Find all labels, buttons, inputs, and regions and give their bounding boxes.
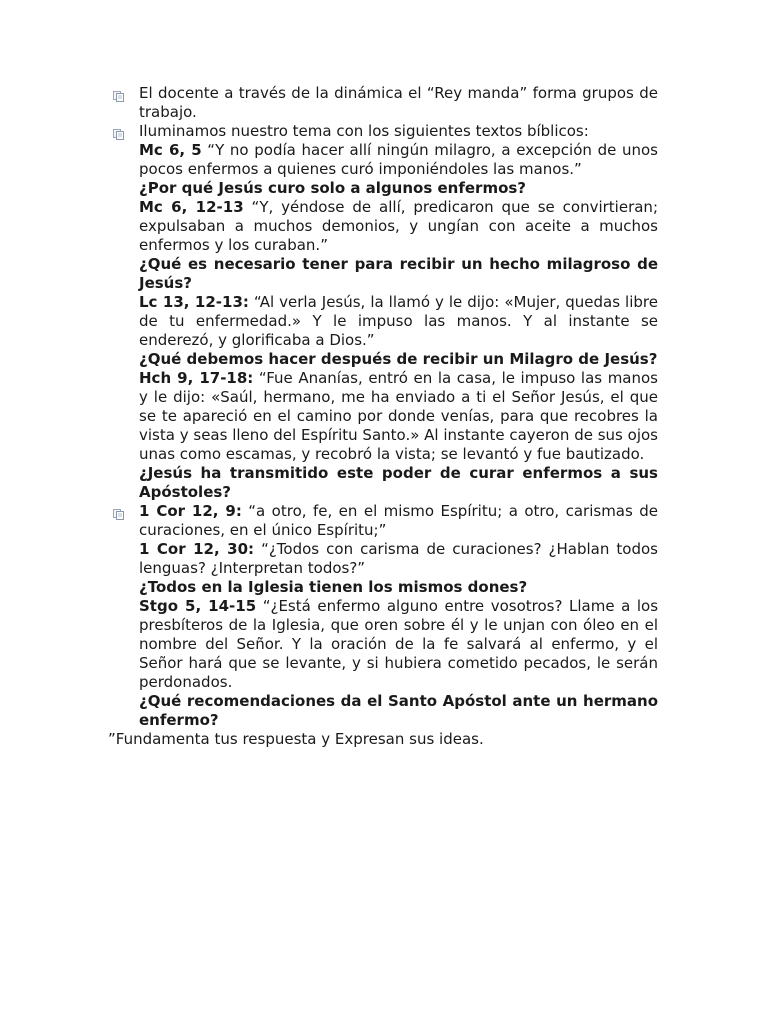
closing-text: ”Fundamenta tus respuesta y Expresan sus ideas. [108, 730, 484, 748]
question-text: ¿Qué debemos hacer después de recibir un Milagro de Jesús? [139, 350, 658, 368]
verse-text: “a otro, fe, en el mismo Espíritu; a otro, carismas de curaciones, en el único Espíritu;” [139, 502, 659, 539]
verse-text: “Fue Ananías, entró en la casa, le impuso las manos y le dijo: «Saúl, hermano, me ha enviado a ti el Señor Jesús, el que se te apareció en el camino por donde venías, para que recobres la vista y seas lleno del Espíritu Santo.» Al instante cayeron de sus ojos unas como escamas, y recobró la vista; se levantó y fue bautizado. [139, 369, 658, 463]
verse-reference: 1 Cor 12, 9: [139, 502, 242, 520]
verse-text: “Y no podía hacer allí ningún milagro, a excepción de unos pocos enfermos a quienes curó imponiéndoles las manos.” [139, 141, 658, 178]
document-body [0, 84, 768, 749]
verse-paragraph [139, 540, 658, 578]
question-4 [139, 464, 658, 502]
verse-reference: Mc 6, 5 [139, 141, 202, 159]
verse-paragraph [139, 502, 658, 540]
question-text: ¿Por qué Jesús curo solo a algunos enfermos? [139, 179, 527, 197]
question-text: ¿Jesús ha transmitido este poder de curar enfermos a sus Apóstoles? [139, 464, 658, 501]
question-text: ¿Qué es necesario tener para recibir un hecho milagroso de Jesús? [139, 255, 658, 292]
paragraph-text: El docente a través de la dinámica el “Rey manda” forma grupos de trabajo. [139, 84, 658, 121]
verse-text: “¿Todos con carisma de curaciones? ¿Hablan todos lenguas? ¿Interpretan todos?” [139, 540, 658, 577]
verse-mc-6-12 [139, 198, 658, 255]
question-6 [139, 692, 658, 730]
verse-text: “Y, yéndose de allí, predicaron que se convirtieran; expulsaban a muchos demonios, y ungían con aceite a muchos enfermos y los curaban.” [139, 198, 658, 254]
question-2 [139, 255, 658, 293]
verse-text: “¿Está enfermo alguno entre vosotros? Llame a los presbíteros de la Iglesia, que oren sobre él y le unjan con óleo en el nombre del Señor. Y la oración de la fe salvará al enfermo, y el Señor hará que se levante, y si hubiera cometido pecados, le serán perdonados. [139, 597, 659, 691]
verse-paragraph [139, 198, 658, 255]
verse-1cor-12-30 [139, 540, 658, 578]
verse-reference: 1 Cor 12, 30: [139, 540, 255, 558]
verse-reference: Mc 6, 12-13 [139, 198, 244, 216]
bullet-icon [113, 126, 124, 137]
verse-reference: Stgo 5, 14-15 [139, 597, 257, 615]
bullet-icon [113, 506, 124, 517]
closing-line [108, 730, 668, 749]
verse-reference: Lc 13, 12-13: [139, 293, 249, 311]
question-text: ¿Todos en la Iglesia tienen los mismos dones? [139, 578, 528, 596]
question-3 [139, 350, 658, 369]
bullet-item-illuminate [139, 122, 658, 141]
paragraph-text: Iluminamos nuestro tema con los siguientes textos bíblicos: [139, 122, 589, 140]
verse-paragraph [139, 293, 658, 350]
verse-text: “Al verla Jesús, la llamó y le dijo: «Mujer, quedas libre de tu enfermedad.» Y le impuso las manos. Y al instante se enderezó, y glorificaba a Dios.” [139, 293, 658, 349]
question-5 [139, 578, 658, 597]
bullet-item-dynamic [139, 84, 658, 122]
verse-stgo-5-14 [139, 597, 658, 692]
verse-lc-13-12 [139, 293, 658, 350]
verse-paragraph [139, 369, 658, 464]
bullet-verse-1cor-12-9 [139, 502, 658, 540]
verse-mc-6-5 [139, 141, 658, 179]
verse-hch-9-17 [139, 369, 658, 464]
bullet-icon [113, 88, 124, 99]
question-1 [139, 179, 658, 198]
verse-reference: Hch 9, 17-18: [139, 369, 254, 387]
verse-paragraph [139, 597, 658, 692]
question-text: ¿Qué recomendaciones da el Santo Apóstol ante un hermano enfermo? [139, 692, 658, 729]
verse-paragraph [139, 141, 658, 179]
